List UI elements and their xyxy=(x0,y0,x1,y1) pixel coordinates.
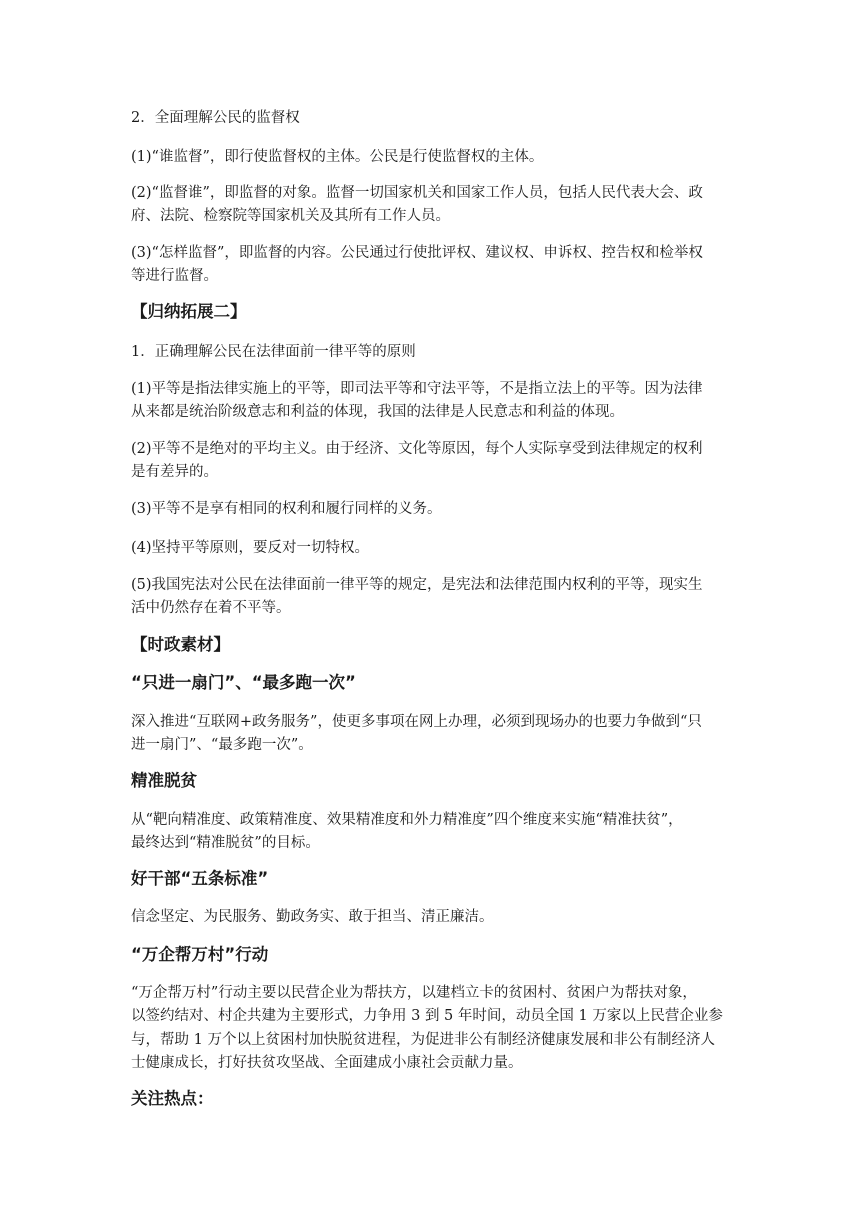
paragraph-equality-2-line2: 是有差异的。 xyxy=(131,464,218,480)
section-title-supervision: 2．全面理解公民的监督权 xyxy=(131,110,300,126)
paragraph-good-cadre: 信念坚定、为民服务、勤政务实、敢于担当、清正廉洁。 xyxy=(131,909,494,925)
paragraph-enterprises-line1: “万企帮万村”行动主要以民营企业为帮扶方，以建档立卡的贫困村、贫困户为帮扶对象， xyxy=(131,985,697,1001)
paragraph-equality-1-line2: 从来都是统治阶级意志和利益的体现，我国的法律是人民意志和利益的体现。 xyxy=(131,404,624,420)
heading-good-cadre: 好干部“五条标准” xyxy=(131,869,269,888)
heading-enterprises-villages: “万企帮万村”行动 xyxy=(131,945,269,964)
paragraph-who-supervises: (1)“谁监督”，即行使监督权的主体。公民是行使监督权的主体。 xyxy=(131,149,544,165)
paragraph-equality-2-line1: (2)平等不是绝对的平均主义。由于经济、文化等原因，每个人实际享受到法律规定的权利 xyxy=(131,441,703,457)
paragraph-one-door-line1: 深入推进“互联网+政务服务”，使更多事项在网上办理，必须到现场办的也要力争做到“只 xyxy=(131,714,702,730)
paragraph-enterprises-line4: 士健康成长，打好扶贫攻坚战、全面建成小康社会贡献力量。 xyxy=(131,1055,523,1071)
paragraph-enterprises-line2: 以签约结对、村企共建为主要形式，力争用 3 到 5 年时间，动员全国 1 万家以上民营企业参 xyxy=(131,1008,723,1024)
section-title-equality: 1．正确理解公民在法律面前一律平等的原则 xyxy=(131,344,416,360)
paragraph-how-supervise-line2: 等进行监督。 xyxy=(131,268,218,284)
paragraph-equality-5-line1: (5)我国宪法对公民在法律面前一律平等的规定，是宪法和法律范围内权利的平等，现实生 xyxy=(131,577,703,593)
paragraph-poverty-line1: 从“靶向精准度、政策精准度、效果精准度和外力精准度”四个维度来实施“精准扶贫”， xyxy=(131,812,683,828)
heading-current-affairs: 【时政素材】 xyxy=(131,635,230,654)
heading-hot-topics: 关注热点： xyxy=(131,1089,214,1108)
paragraph-equality-5-line2: 活中仍然存在着不平等。 xyxy=(131,600,291,616)
heading-one-door: “只进一扇门”、“最多跑一次” xyxy=(131,673,356,692)
paragraph-equality-4: (4)坚持平等原则，要反对一切特权。 xyxy=(131,540,370,556)
heading-summary-two: 【归纳拓展二】 xyxy=(131,302,247,321)
heading-poverty-alleviation: 精准脱贫 xyxy=(131,771,197,790)
paragraph-one-door-line2: 进一扇门”、“最多跑一次”。 xyxy=(131,737,313,753)
paragraph-whom-supervised-line1: (2)“监督谁”，即监督的对象。监督一切国家机关和国家工作人员，包括人民代表大会、政 xyxy=(131,185,703,201)
paragraph-enterprises-line3: 与，帮助 1 万个以上贫困村加快脱贫进程，为促进非公有制经济健康发展和非公有制经济人 xyxy=(131,1032,715,1048)
paragraph-whom-supervised-line2: 府、法院、检察院等国家机关及其所有工作人员。 xyxy=(131,208,450,224)
paragraph-poverty-line2: 最终达到“精准脱贫”的目标。 xyxy=(131,835,320,851)
paragraph-equality-1-line1: (1)平等是指法律实施上的平等，即司法平等和守法平等，不是指立法上的平等。因为法律 xyxy=(131,381,703,397)
paragraph-how-supervise-line1: (3)“怎样监督”，即监督的内容。公民通过行使批评权、建议权、申诉权、控告权和检举权 xyxy=(131,245,703,261)
paragraph-equality-3: (3)平等不是享有相同的权利和履行同样的义务。 xyxy=(131,501,442,517)
